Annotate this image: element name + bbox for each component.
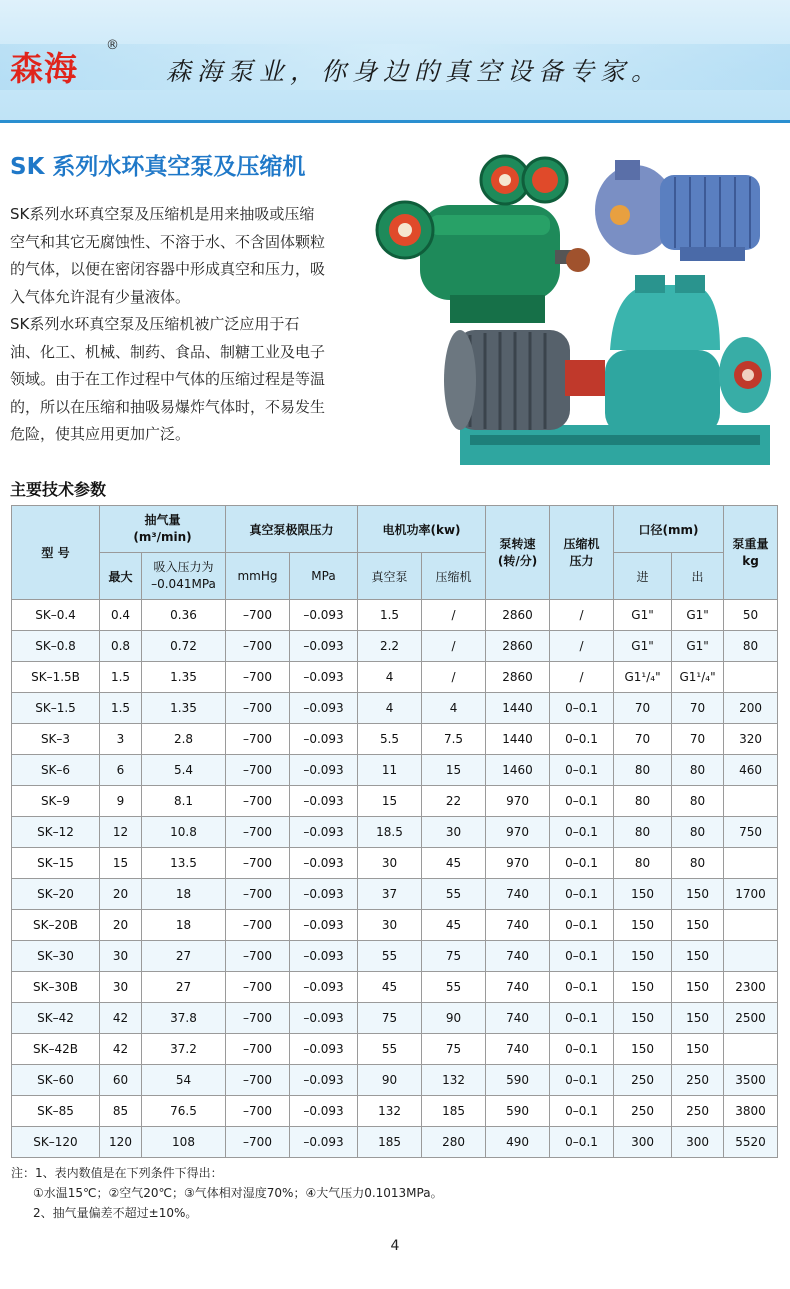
header-model: 型 号: [12, 506, 100, 600]
cell-flow-max: 0.4: [100, 600, 142, 631]
cell-outlet: 150: [672, 1034, 724, 1065]
cell-flow-at-pressure: 37.2: [142, 1034, 226, 1065]
header-flow-at-pressure-line1: 吸入压力为: [153, 560, 214, 574]
header-comp-pressure-line2: 压力: [569, 553, 594, 568]
cell-model: SK–120: [12, 1127, 100, 1158]
cell-model: SK–42B: [12, 1034, 100, 1065]
cell-flow-at-pressure: 5.4: [142, 755, 226, 786]
cell-weight: 750: [724, 817, 778, 848]
cell-inlet: 150: [614, 941, 672, 972]
cell-vacuum-pump-power: 90: [358, 1065, 422, 1096]
cell-inlet: 150: [614, 1034, 672, 1065]
cell-compressor-pressure: 0–0.1: [550, 910, 614, 941]
banner-divider: [0, 120, 790, 123]
cell-limit-mmhg: –700: [226, 848, 290, 879]
cell-speed: 590: [486, 1065, 550, 1096]
cell-flow-at-pressure: 108: [142, 1127, 226, 1158]
usage-line: 危险，使其应用更加广泛。: [10, 425, 191, 444]
intro-line: 的气体，以便在密闭容器中形成真空和压力，吸: [10, 260, 326, 279]
intro-line: 空气和其它无腐蚀性、不溶于水、不含固体颗粒: [10, 232, 326, 251]
cell-speed: 1440: [486, 724, 550, 755]
header-mpa: MPa: [290, 553, 358, 600]
cell-limit-mpa: –0.093: [290, 848, 358, 879]
header-compressor-pressure: [550, 506, 614, 600]
cell-compressor-power: 75: [422, 941, 486, 972]
cell-compressor-pressure: 0–0.1: [550, 817, 614, 848]
cell-outlet: 150: [672, 1003, 724, 1034]
cell-inlet: 70: [614, 724, 672, 755]
table-row: [12, 786, 778, 817]
cell-weight: 460: [724, 755, 778, 786]
spec-table: [11, 505, 778, 1158]
cell-inlet: G1": [614, 600, 672, 631]
cell-model: SK–9: [12, 786, 100, 817]
cell-speed: 2860: [486, 631, 550, 662]
table-body: [12, 600, 778, 1158]
cell-inlet: 80: [614, 786, 672, 817]
cell-flow-at-pressure: 2.8: [142, 724, 226, 755]
table-row: [12, 879, 778, 910]
cell-speed: 1460: [486, 755, 550, 786]
cell-model: SK–6: [12, 755, 100, 786]
cell-outlet: 150: [672, 910, 724, 941]
cell-compressor-power: 75: [422, 1034, 486, 1065]
table-row: [12, 1096, 778, 1127]
cell-limit-mpa: –0.093: [290, 724, 358, 755]
cell-speed: 740: [486, 972, 550, 1003]
cell-limit-mpa: –0.093: [290, 786, 358, 817]
cell-vacuum-pump-power: 18.5: [358, 817, 422, 848]
cell-weight: [724, 848, 778, 879]
header-flow-at-pressure: [142, 553, 226, 600]
cell-model: SK–3: [12, 724, 100, 755]
cell-model: SK–42: [12, 1003, 100, 1034]
cell-flow-max: 1.5: [100, 693, 142, 724]
cell-inlet: 150: [614, 879, 672, 910]
cell-compressor-pressure: 0–0.1: [550, 693, 614, 724]
cell-speed: 970: [486, 817, 550, 848]
header-outlet: 出: [672, 553, 724, 600]
usage-line: 的，所以在压缩和抽吸易爆炸气体时，不易发生: [10, 397, 326, 416]
cell-flow-at-pressure: 8.1: [142, 786, 226, 817]
cell-flow-at-pressure: 76.5: [142, 1096, 226, 1127]
cell-flow-max: 9: [100, 786, 142, 817]
header-compressor-power: 压缩机: [422, 553, 486, 600]
cell-vacuum-pump-power: 4: [358, 693, 422, 724]
cell-limit-mpa: –0.093: [290, 910, 358, 941]
cell-flow-max: 6: [100, 755, 142, 786]
cell-speed: 740: [486, 910, 550, 941]
table-row: [12, 600, 778, 631]
cell-model: SK–30: [12, 941, 100, 972]
cell-flow-at-pressure: 54: [142, 1065, 226, 1096]
cell-compressor-power: 4: [422, 693, 486, 724]
note-line: 注：1、表内数值是在下列条件下得出：: [11, 1166, 223, 1180]
cell-speed: 740: [486, 1003, 550, 1034]
section-title: 主要技术参数: [10, 480, 107, 499]
cell-compressor-power: 90: [422, 1003, 486, 1034]
header-vacuum-pump-power: 真空泵: [358, 553, 422, 600]
cell-limit-mpa: –0.093: [290, 755, 358, 786]
cell-model: SK–85: [12, 1096, 100, 1127]
pump-product-photos: [360, 135, 780, 480]
header-speed-unit: (转/分): [497, 553, 538, 568]
cell-model: SK–1.5: [12, 693, 100, 724]
cell-flow-max: 30: [100, 972, 142, 1003]
table-row: [12, 1034, 778, 1065]
usage-line: SK系列水环真空泵及压缩机被广泛应用于石: [10, 315, 300, 333]
cell-compressor-power: 15: [422, 755, 486, 786]
cell-flow-max: 30: [100, 941, 142, 972]
cell-weight: 5520: [724, 1127, 778, 1158]
header-flow-max: 最大: [100, 553, 142, 600]
cell-flow-max: 1.5: [100, 662, 142, 693]
cell-limit-mpa: –0.093: [290, 1003, 358, 1034]
cell-compressor-power: 132: [422, 1065, 486, 1096]
intro-line: SK系列水环真空泵及压缩机是用来抽吸或压缩: [10, 205, 315, 223]
cell-compressor-power: 55: [422, 879, 486, 910]
cell-outlet: G1¹/₄": [672, 662, 724, 693]
cell-limit-mmhg: –700: [226, 910, 290, 941]
page-number: 4: [390, 1238, 400, 1254]
cell-outlet: 150: [672, 879, 724, 910]
cell-flow-max: 20: [100, 910, 142, 941]
cell-limit-mmhg: –700: [226, 600, 290, 631]
cell-speed: 740: [486, 879, 550, 910]
cell-inlet: 250: [614, 1065, 672, 1096]
cell-inlet: 250: [614, 1096, 672, 1127]
cell-inlet: 300: [614, 1127, 672, 1158]
cell-compressor-power: 45: [422, 910, 486, 941]
cell-limit-mpa: –0.093: [290, 941, 358, 972]
cell-compressor-pressure: 0–0.1: [550, 1096, 614, 1127]
cell-vacuum-pump-power: 15: [358, 786, 422, 817]
header-bore: 口径(mm): [614, 506, 724, 553]
cell-flow-max: 120: [100, 1127, 142, 1158]
cell-weight: [724, 1034, 778, 1065]
cell-limit-mpa: –0.093: [290, 662, 358, 693]
cell-inlet: 80: [614, 848, 672, 879]
cell-weight: 320: [724, 724, 778, 755]
header-speed-label: 泵转速: [499, 536, 536, 551]
cell-flow-at-pressure: 10.8: [142, 817, 226, 848]
cell-limit-mmhg: –700: [226, 817, 290, 848]
table-notes: [11, 1163, 443, 1223]
cell-weight: 3800: [724, 1096, 778, 1127]
cell-limit-mmhg: –700: [226, 786, 290, 817]
cell-outlet: 250: [672, 1096, 724, 1127]
table-row: [12, 693, 778, 724]
cell-compressor-power: 45: [422, 848, 486, 879]
cell-flow-max: 60: [100, 1065, 142, 1096]
cell-inlet: 80: [614, 817, 672, 848]
cell-compressor-pressure: 0–0.1: [550, 1065, 614, 1096]
cell-compressor-pressure: /: [550, 631, 614, 662]
cell-vacuum-pump-power: 45: [358, 972, 422, 1003]
cell-speed: 970: [486, 786, 550, 817]
header-weight-label: 泵重量: [732, 536, 769, 551]
cell-speed: 740: [486, 1034, 550, 1065]
cell-compressor-pressure: /: [550, 600, 614, 631]
cell-vacuum-pump-power: 185: [358, 1127, 422, 1158]
cell-limit-mmhg: –700: [226, 631, 290, 662]
header-vacuum-limit: 真空泵极限压力: [226, 506, 358, 553]
cell-flow-max: 85: [100, 1096, 142, 1127]
cell-limit-mpa: –0.093: [290, 631, 358, 662]
cell-outlet: 300: [672, 1127, 724, 1158]
cell-limit-mmhg: –700: [226, 755, 290, 786]
cell-compressor-pressure: 0–0.1: [550, 1034, 614, 1065]
cell-weight: [724, 941, 778, 972]
table-row: [12, 972, 778, 1003]
cell-weight: 2500: [724, 1003, 778, 1034]
cell-compressor-pressure: 0–0.1: [550, 972, 614, 1003]
cell-limit-mmhg: –700: [226, 941, 290, 972]
cell-compressor-power: 22: [422, 786, 486, 817]
table-row: [12, 755, 778, 786]
cell-compressor-power: 185: [422, 1096, 486, 1127]
cell-model: SK–15: [12, 848, 100, 879]
table-row: [12, 1003, 778, 1034]
cell-compressor-pressure: 0–0.1: [550, 848, 614, 879]
table-row: [12, 941, 778, 972]
cell-outlet: G1": [672, 631, 724, 662]
table-row: [12, 848, 778, 879]
cell-outlet: 80: [672, 786, 724, 817]
cell-flow-max: 3: [100, 724, 142, 755]
cell-flow-at-pressure: 0.72: [142, 631, 226, 662]
cell-limit-mpa: –0.093: [290, 879, 358, 910]
cell-weight: 1700: [724, 879, 778, 910]
slogan: 森海泵业，你身边的真空设备专家。: [166, 57, 663, 86]
table-row: [12, 662, 778, 693]
cell-flow-max: 20: [100, 879, 142, 910]
header-weight: [724, 506, 778, 600]
cell-limit-mmhg: –700: [226, 1096, 290, 1127]
usage-line: 领域。由于在工作过程中气体的压缩过程是等温: [10, 370, 326, 389]
table-subheader-row: [12, 553, 778, 600]
cell-outlet: 80: [672, 755, 724, 786]
cell-outlet: 80: [672, 817, 724, 848]
cell-compressor-power: 30: [422, 817, 486, 848]
cell-limit-mmhg: –700: [226, 1065, 290, 1096]
cell-model: SK–20: [12, 879, 100, 910]
cell-vacuum-pump-power: 30: [358, 848, 422, 879]
cell-flow-at-pressure: 18: [142, 879, 226, 910]
cell-limit-mpa: –0.093: [290, 972, 358, 1003]
cell-vacuum-pump-power: 5.5: [358, 724, 422, 755]
intro-paragraph: [10, 201, 350, 311]
usage-line: 油、化工、机械、制药、食品、制糖工业及电子: [10, 342, 326, 361]
cell-vacuum-pump-power: 1.5: [358, 600, 422, 631]
cell-model: SK–0.4: [12, 600, 100, 631]
cell-flow-at-pressure: 1.35: [142, 693, 226, 724]
cell-model: SK–12: [12, 817, 100, 848]
header-flow-unit: (m³/min): [133, 530, 192, 544]
cell-outlet: 150: [672, 941, 724, 972]
cell-compressor-power: /: [422, 600, 486, 631]
table-row: [12, 1127, 778, 1158]
cell-weight: [724, 910, 778, 941]
cell-speed: 2860: [486, 600, 550, 631]
cell-vacuum-pump-power: 11: [358, 755, 422, 786]
cell-vacuum-pump-power: 75: [358, 1003, 422, 1034]
note-line: ①水温15℃；②空气20℃；③气体相对湿度70%；④大气压力0.1013MPa。: [33, 1186, 443, 1200]
table-row: [12, 724, 778, 755]
cell-weight: 3500: [724, 1065, 778, 1096]
cell-flow-at-pressure: 27: [142, 972, 226, 1003]
note-line: 2、抽气量偏差不超过±10%。: [33, 1206, 198, 1220]
cell-weight: 2300: [724, 972, 778, 1003]
cell-compressor-pressure: 0–0.1: [550, 755, 614, 786]
cell-model: SK–60: [12, 1065, 100, 1096]
cell-flow-at-pressure: 27: [142, 941, 226, 972]
cell-limit-mpa: –0.093: [290, 600, 358, 631]
cell-weight: 80: [724, 631, 778, 662]
table-header-row: [12, 506, 778, 553]
header-comp-pressure-line1: 压缩机: [563, 536, 600, 551]
cell-limit-mpa: –0.093: [290, 1065, 358, 1096]
cell-outlet: 70: [672, 724, 724, 755]
cell-weight: 50: [724, 600, 778, 631]
green-pump-illustration: [377, 156, 590, 323]
cell-speed: 740: [486, 941, 550, 972]
intro-line: 入气体允许混有少量液体。: [10, 287, 191, 306]
cell-flow-at-pressure: 0.36: [142, 600, 226, 631]
cell-limit-mmhg: –700: [226, 1034, 290, 1065]
cell-vacuum-pump-power: 4: [358, 662, 422, 693]
cell-speed: 970: [486, 848, 550, 879]
cell-flow-at-pressure: 18: [142, 910, 226, 941]
cell-flow-max: 0.8: [100, 631, 142, 662]
cell-limit-mpa: –0.093: [290, 1127, 358, 1158]
cell-vacuum-pump-power: 132: [358, 1096, 422, 1127]
cell-model: SK–20B: [12, 910, 100, 941]
blue-pump-illustration: [595, 160, 760, 261]
usage-paragraph: [10, 311, 350, 449]
cell-compressor-pressure: 0–0.1: [550, 1003, 614, 1034]
header-flow-at-pressure-line2: –0.041MPa: [151, 577, 216, 591]
cell-limit-mmhg: –700: [226, 1127, 290, 1158]
cell-vacuum-pump-power: 2.2: [358, 631, 422, 662]
cell-speed: 590: [486, 1096, 550, 1127]
cell-inlet: 80: [614, 755, 672, 786]
header-mmhg: mmHg: [226, 553, 290, 600]
cell-vacuum-pump-power: 37: [358, 879, 422, 910]
cell-vacuum-pump-power: 30: [358, 910, 422, 941]
header-inlet: 进: [614, 553, 672, 600]
header-flow-label: 抽气量: [144, 513, 181, 527]
table-row: [12, 631, 778, 662]
cell-model: SK–1.5B: [12, 662, 100, 693]
cell-limit-mpa: –0.093: [290, 1096, 358, 1127]
cell-flow-at-pressure: 13.5: [142, 848, 226, 879]
cell-inlet: G1¹/₄": [614, 662, 672, 693]
cell-outlet: 80: [672, 848, 724, 879]
cell-model: SK–30B: [12, 972, 100, 1003]
registered-mark: ®: [106, 38, 119, 53]
cell-outlet: 250: [672, 1065, 724, 1096]
table-row: [12, 910, 778, 941]
cell-outlet: 70: [672, 693, 724, 724]
cell-compressor-power: /: [422, 662, 486, 693]
cell-flow-max: 42: [100, 1003, 142, 1034]
cell-flow-max: 12: [100, 817, 142, 848]
cell-compressor-pressure: 0–0.1: [550, 724, 614, 755]
cell-speed: 1440: [486, 693, 550, 724]
header-flow: [100, 506, 226, 553]
cell-model: SK–0.8: [12, 631, 100, 662]
cell-weight: [724, 786, 778, 817]
cell-inlet: G1": [614, 631, 672, 662]
header-banner: [0, 0, 790, 122]
cell-limit-mmhg: –700: [226, 724, 290, 755]
page-title: SK 系列水环真空泵及压缩机: [10, 154, 306, 180]
cell-compressor-power: /: [422, 631, 486, 662]
cell-speed: 490: [486, 1127, 550, 1158]
cell-weight: [724, 662, 778, 693]
cell-limit-mmhg: –700: [226, 879, 290, 910]
cell-inlet: 70: [614, 693, 672, 724]
cell-compressor-pressure: 0–0.1: [550, 1127, 614, 1158]
cell-flow-max: 42: [100, 1034, 142, 1065]
cell-compressor-pressure: 0–0.1: [550, 941, 614, 972]
cell-inlet: 150: [614, 972, 672, 1003]
cell-speed: 2860: [486, 662, 550, 693]
cell-compressor-power: 55: [422, 972, 486, 1003]
cell-flow-max: 15: [100, 848, 142, 879]
cell-inlet: 150: [614, 910, 672, 941]
cell-compressor-pressure: 0–0.1: [550, 879, 614, 910]
cell-compressor-pressure: 0–0.1: [550, 786, 614, 817]
cell-limit-mpa: –0.093: [290, 1034, 358, 1065]
cell-inlet: 150: [614, 1003, 672, 1034]
header-motor-power: 电机功率(kw): [358, 506, 486, 553]
brand-logo: 森海: [10, 49, 78, 88]
cell-outlet: G1": [672, 600, 724, 631]
cell-flow-at-pressure: 1.35: [142, 662, 226, 693]
cell-limit-mmhg: –700: [226, 972, 290, 1003]
cell-compressor-power: 280: [422, 1127, 486, 1158]
cell-vacuum-pump-power: 55: [358, 1034, 422, 1065]
table-row: [12, 1065, 778, 1096]
cell-outlet: 150: [672, 972, 724, 1003]
cell-compressor-power: 7.5: [422, 724, 486, 755]
cell-vacuum-pump-power: 55: [358, 941, 422, 972]
cell-limit-mmhg: –700: [226, 1003, 290, 1034]
cell-limit-mmhg: –700: [226, 693, 290, 724]
cell-limit-mmhg: –700: [226, 662, 290, 693]
header-speed: [486, 506, 550, 600]
header-weight-unit: kg: [742, 553, 759, 568]
cell-flow-at-pressure: 37.8: [142, 1003, 226, 1034]
cell-compressor-pressure: /: [550, 662, 614, 693]
cell-limit-mpa: –0.093: [290, 693, 358, 724]
table-row: [12, 817, 778, 848]
cell-weight: 200: [724, 693, 778, 724]
cell-limit-mpa: –0.093: [290, 817, 358, 848]
